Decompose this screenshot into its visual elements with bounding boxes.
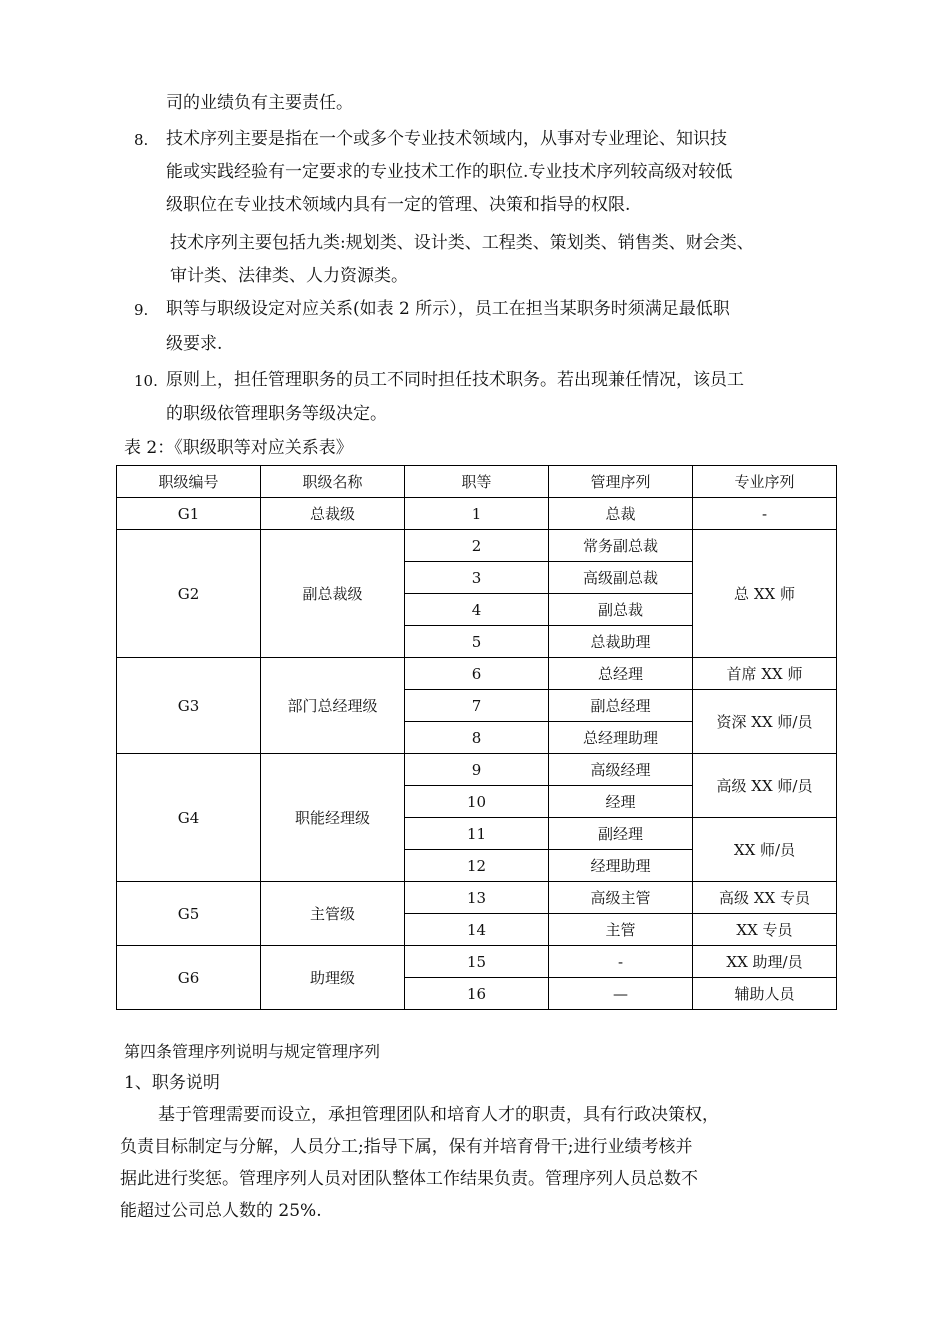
table-row bbox=[117, 658, 837, 690]
rank-cell: 12 bbox=[405, 850, 549, 882]
table-row bbox=[117, 754, 837, 786]
table-row bbox=[117, 882, 837, 914]
grade-correspondence-table bbox=[116, 465, 837, 1010]
grade-name-cell: 部门总经理级 bbox=[261, 658, 405, 754]
section-title: 第四条管理序列说明与规定管理序列 bbox=[124, 1042, 381, 1061]
header-professional: 专业序列 bbox=[693, 466, 837, 498]
professional-cell: 高级 XX 师/员 bbox=[693, 754, 837, 818]
grade-code-cell: G3 bbox=[117, 658, 261, 754]
grade-code-cell: G1 bbox=[117, 498, 261, 530]
management-cell: - bbox=[549, 946, 693, 978]
grade-name-cell: 副总裁级 bbox=[261, 530, 405, 658]
rank-cell: 8 bbox=[405, 722, 549, 754]
rank-cell: 9 bbox=[405, 754, 549, 786]
item-number-9: 9. bbox=[134, 301, 149, 319]
item-8-line-3: 级职位在专业技术领域内具有一定的管理、决策和指导的权限. bbox=[166, 195, 631, 215]
rank-cell: 10 bbox=[405, 786, 549, 818]
grade-code-cell: G2 bbox=[117, 530, 261, 658]
professional-cell: - bbox=[693, 498, 837, 530]
management-cell: 总经理 bbox=[549, 658, 693, 690]
rank-cell: 6 bbox=[405, 658, 549, 690]
professional-cell: XX 助理/员 bbox=[693, 946, 837, 978]
header-grade-name: 职级名称 bbox=[261, 466, 405, 498]
management-cell: 高级主管 bbox=[549, 882, 693, 914]
rank-cell: 7 bbox=[405, 690, 549, 722]
management-cell: 高级副总裁 bbox=[549, 562, 693, 594]
professional-cell: 总 XX 师 bbox=[693, 530, 837, 658]
item-8-line-1: 技术序列主要是指在一个或多个专业技术领域内，从事对专业理论、知识技 bbox=[166, 129, 727, 149]
item-9-line-2: 级要求. bbox=[166, 334, 223, 354]
rank-cell: 14 bbox=[405, 914, 549, 946]
grade-code-cell: G4 bbox=[117, 754, 261, 882]
rank-cell: 16 bbox=[405, 978, 549, 1010]
item-8-extra-1: 技术序列主要包括九类:规划类、设计类、工程类、策划类、销售类、财会类、 bbox=[170, 233, 754, 253]
management-cell: 副总经理 bbox=[549, 690, 693, 722]
rank-cell: 13 bbox=[405, 882, 549, 914]
table-row bbox=[117, 946, 837, 978]
professional-cell: 资深 XX 师/员 bbox=[693, 690, 837, 754]
professional-cell: 首席 XX 师 bbox=[693, 658, 837, 690]
management-cell: 总裁助理 bbox=[549, 626, 693, 658]
professional-cell: 高级 XX 专员 bbox=[693, 882, 837, 914]
rank-cell: 15 bbox=[405, 946, 549, 978]
item-10-line-1: 原则上，担任管理职务的员工不同时担任技术职务。若出现兼任情况，该员工 bbox=[166, 370, 744, 390]
table-caption: 表 2：《职级职等对应关系表》 bbox=[124, 438, 353, 458]
grade-name-cell: 总裁级 bbox=[261, 498, 405, 530]
rank-cell: 2 bbox=[405, 530, 549, 562]
grade-name-cell: 职能经理级 bbox=[261, 754, 405, 882]
grade-name-cell: 主管级 bbox=[261, 882, 405, 946]
management-cell: 经理 bbox=[549, 786, 693, 818]
table-row bbox=[117, 498, 837, 530]
section-line-1: 基于管理需要而设立，承担管理团队和培育人才的职责，具有行政决策权， bbox=[158, 1105, 719, 1125]
header-management: 管理序列 bbox=[549, 466, 693, 498]
management-cell: 总经理助理 bbox=[549, 722, 693, 754]
grade-code-cell: G6 bbox=[117, 946, 261, 1010]
rank-cell: 3 bbox=[405, 562, 549, 594]
professional-cell: XX 专员 bbox=[693, 914, 837, 946]
management-cell: 经理助理 bbox=[549, 850, 693, 882]
grade-name-cell: 助理级 bbox=[261, 946, 405, 1010]
management-cell: 副总裁 bbox=[549, 594, 693, 626]
intro-line: 司的业绩负有主要责任。 bbox=[166, 93, 353, 113]
item-10-line-2: 的职级依管理职务等级决定。 bbox=[166, 404, 387, 424]
professional-cell: XX 师/员 bbox=[693, 818, 837, 882]
rank-cell: 11 bbox=[405, 818, 549, 850]
header-rank: 职等 bbox=[405, 466, 549, 498]
item-8-extra-2: 审计类、法律类、人力资源类。 bbox=[170, 266, 408, 286]
table-row bbox=[117, 530, 837, 562]
section-line-4: 能超过公司总人数的 25%. bbox=[120, 1201, 322, 1221]
management-cell: 常务副总裁 bbox=[549, 530, 693, 562]
section-line-3: 据此进行奖惩。管理序列人员对团队整体工作结果负责。管理序列人员总数不 bbox=[120, 1169, 698, 1189]
header-grade-code: 职级编号 bbox=[117, 466, 261, 498]
rank-cell: 4 bbox=[405, 594, 549, 626]
item-9-line-1: 职等与职级设定对应关系(如表 2 所示），员工在担当某职务时须满足最低职 bbox=[166, 299, 730, 319]
rank-cell: 1 bbox=[405, 498, 549, 530]
item-number-10: 10. bbox=[134, 372, 158, 390]
grade-code-cell: G5 bbox=[117, 882, 261, 946]
management-cell: 总裁 bbox=[549, 498, 693, 530]
management-cell: — bbox=[549, 978, 693, 1010]
management-cell: 高级经理 bbox=[549, 754, 693, 786]
item-8-line-2: 能或实践经验有一定要求的专业技术工作的职位.专业技术序列较高级对较低 bbox=[166, 162, 733, 182]
management-cell: 副经理 bbox=[549, 818, 693, 850]
professional-cell: 辅助人员 bbox=[693, 978, 837, 1010]
section-line-2: 负责目标制定与分解，人员分工;指导下属，保有并培育骨干;进行业绩考核并 bbox=[120, 1137, 693, 1157]
rank-cell: 5 bbox=[405, 626, 549, 658]
section-subtitle: 1、职务说明 bbox=[124, 1073, 220, 1093]
management-cell: 主管 bbox=[549, 914, 693, 946]
table-header-row bbox=[117, 466, 837, 498]
item-number-8: 8. bbox=[134, 131, 149, 149]
